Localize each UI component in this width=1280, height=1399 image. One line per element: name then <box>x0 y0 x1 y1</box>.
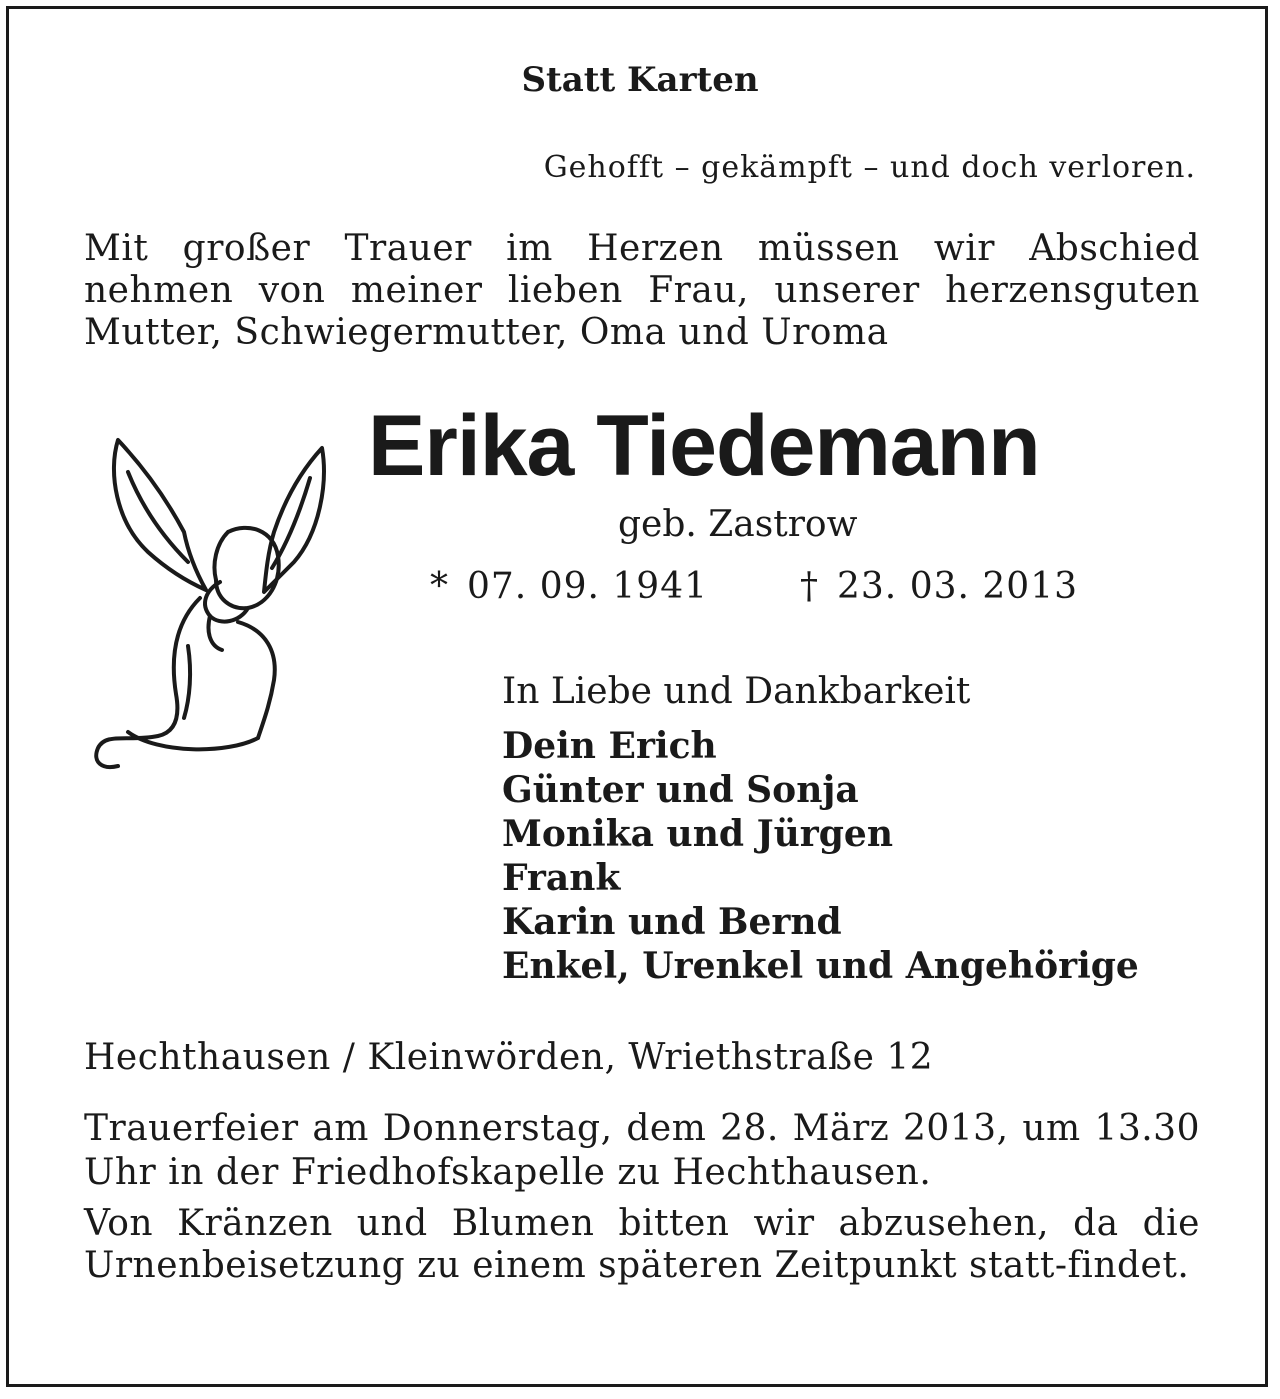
maiden-name: geb. Zastrow <box>618 504 858 545</box>
angel-icon <box>88 432 333 772</box>
header-statt-karten: Statt Karten <box>521 60 759 100</box>
death-date: 23. 03. 2013 <box>837 566 1079 607</box>
request-notice: Von Kränzen und Blumen bitten wir abzusehen, da die Urnenbeisetzung zu einem späteren Zeitpunkt statt-findet. <box>84 1203 1200 1286</box>
mourners-lead: In Liebe und Dankbarkeit <box>502 671 971 712</box>
birth-date-line <box>430 565 708 609</box>
mourner-name: Günter und Sonja <box>502 769 859 811</box>
intro-text: Mit großer Trauer im Herzen müssen wir Abschied nehmen von meiner lieben Frau, unserer herzensguten Mutter, Schwiegermutter, Oma und Uroma <box>84 228 1200 353</box>
death-date-line <box>800 565 1078 609</box>
mourner-name: Monika und Jürgen <box>502 813 893 855</box>
mourners-block <box>502 670 1139 988</box>
birth-symbol: * <box>430 566 449 607</box>
mourner-name: Karin und Bernd <box>502 901 842 943</box>
motto: Gehofft – gekämpft – und doch verloren. <box>543 150 1196 185</box>
death-symbol: † <box>800 566 819 607</box>
service-notice: Trauerfeier am Donnerstag, dem 28. März 2013, um 13.30 Uhr in der Friedhofskapelle zu Hechthausen. <box>84 1108 1200 1193</box>
deceased-name: Erika Tiedemann <box>368 398 1040 494</box>
mourner-name: Dein Erich <box>502 725 717 767</box>
mourner-name: Enkel, Urenkel und Angehörige <box>502 945 1139 987</box>
mourner-name: Frank <box>502 857 621 899</box>
birth-date: 07. 09. 1941 <box>467 566 709 607</box>
address: Hechthausen / Kleinwörden, Wriethstraße 12 <box>84 1037 934 1078</box>
